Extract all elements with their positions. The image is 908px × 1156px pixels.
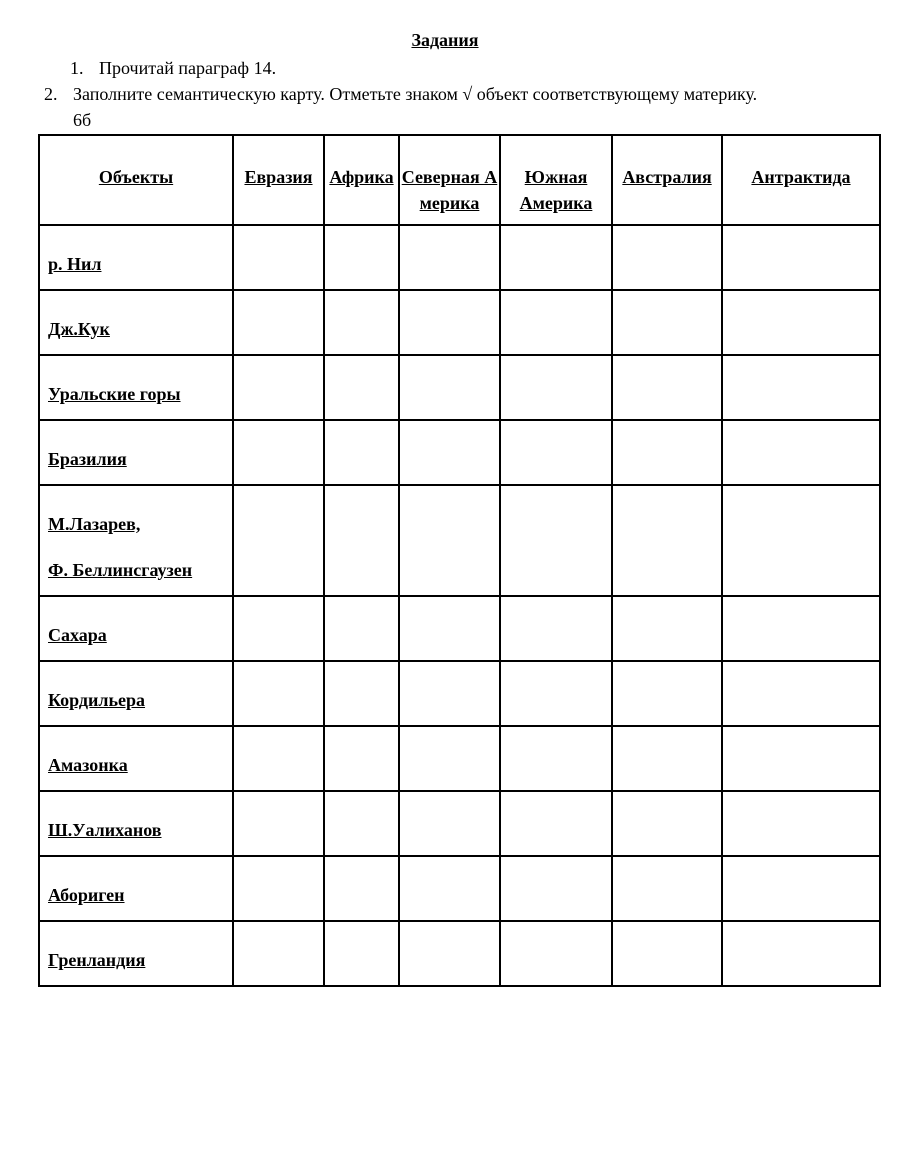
answer-cell[interactable] <box>324 596 399 661</box>
answer-cell[interactable] <box>722 856 880 921</box>
answer-cell[interactable] <box>612 485 722 596</box>
answer-cell[interactable] <box>500 791 612 856</box>
header-south-america: Южная Америка <box>500 135 612 225</box>
table-row <box>39 485 880 596</box>
answer-cell[interactable] <box>324 355 399 420</box>
answer-cell[interactable] <box>612 596 722 661</box>
table-row <box>39 856 880 921</box>
table-header-row <box>39 135 880 225</box>
answer-cell[interactable] <box>324 225 399 290</box>
answer-cell[interactable] <box>399 225 500 290</box>
table-row <box>39 290 880 355</box>
answer-cell[interactable] <box>612 290 722 355</box>
semantic-map-table <box>38 134 881 987</box>
answer-cell[interactable] <box>233 661 324 726</box>
answer-cell[interactable] <box>324 290 399 355</box>
answer-cell[interactable] <box>324 661 399 726</box>
task-1-number: 1. <box>70 58 84 78</box>
answer-cell[interactable] <box>324 420 399 485</box>
object-cell: Гренландия <box>39 921 233 986</box>
answer-cell[interactable] <box>500 290 612 355</box>
answer-cell[interactable] <box>324 726 399 791</box>
answer-cell[interactable] <box>612 791 722 856</box>
answer-cell[interactable] <box>612 420 722 485</box>
answer-cell[interactable] <box>722 420 880 485</box>
answer-cell[interactable] <box>500 661 612 726</box>
answer-cell[interactable] <box>399 661 500 726</box>
answer-cell[interactable] <box>233 726 324 791</box>
table-row <box>39 355 880 420</box>
answer-cell[interactable] <box>233 355 324 420</box>
answer-cell[interactable] <box>399 355 500 420</box>
answer-cell[interactable] <box>500 921 612 986</box>
answer-cell[interactable] <box>233 596 324 661</box>
table-row <box>39 791 880 856</box>
header-antarctica: Антрактида <box>722 135 880 225</box>
answer-cell[interactable] <box>399 420 500 485</box>
answer-cell[interactable] <box>500 355 612 420</box>
object-cell: Дж.Кук <box>39 290 233 355</box>
answer-cell[interactable] <box>324 791 399 856</box>
answer-cell[interactable] <box>399 726 500 791</box>
answer-cell[interactable] <box>233 856 324 921</box>
task-1-text: Прочитай параграф 14. <box>99 58 277 78</box>
object-cell: Ш.Уалиханов <box>39 791 233 856</box>
answer-cell[interactable] <box>324 921 399 986</box>
object-cell: Амазонка <box>39 726 233 791</box>
table-row <box>39 921 880 986</box>
task-2-points: 6б <box>73 110 92 130</box>
page-title: Задания <box>411 30 479 50</box>
answer-cell[interactable] <box>233 420 324 485</box>
answer-cell[interactable] <box>612 661 722 726</box>
answer-cell[interactable] <box>324 485 399 596</box>
header-eurasia: Евразия <box>233 135 324 225</box>
answer-cell[interactable] <box>500 726 612 791</box>
answer-cell[interactable] <box>233 921 324 986</box>
answer-cell[interactable] <box>722 661 880 726</box>
answer-cell[interactable] <box>612 856 722 921</box>
answer-cell[interactable] <box>500 225 612 290</box>
object-cell: Абориген <box>39 856 233 921</box>
answer-cell[interactable] <box>612 921 722 986</box>
object-cell: Сахара <box>39 596 233 661</box>
answer-cell[interactable] <box>399 791 500 856</box>
answer-cell[interactable] <box>233 485 324 596</box>
answer-cell[interactable] <box>722 485 880 596</box>
table-row <box>39 596 880 661</box>
answer-cell[interactable] <box>500 596 612 661</box>
answer-cell[interactable] <box>612 225 722 290</box>
answer-cell[interactable] <box>500 420 612 485</box>
answer-cell[interactable] <box>399 596 500 661</box>
answer-cell[interactable] <box>722 355 880 420</box>
object-cell: М.Лазарев, Ф. Беллинсгаузен <box>39 485 233 596</box>
answer-cell[interactable] <box>500 856 612 921</box>
task-2-number: 2. <box>44 84 58 104</box>
answer-cell[interactable] <box>399 485 500 596</box>
answer-cell[interactable] <box>399 921 500 986</box>
table-row <box>39 420 880 485</box>
answer-cell[interactable] <box>612 355 722 420</box>
answer-cell[interactable] <box>233 791 324 856</box>
header-africa: Африка <box>324 135 399 225</box>
object-cell: Уральские горы <box>39 355 233 420</box>
answer-cell[interactable] <box>612 726 722 791</box>
header-north-america: Северная Америка <box>399 135 500 225</box>
answer-cell[interactable] <box>722 596 880 661</box>
header-objects: Объекты <box>39 135 233 225</box>
answer-cell[interactable] <box>722 726 880 791</box>
answer-cell[interactable] <box>324 856 399 921</box>
task-1 <box>70 55 276 81</box>
table-row <box>39 661 880 726</box>
object-cell: р. Нил <box>39 225 233 290</box>
table-row <box>39 726 880 791</box>
answer-cell[interactable] <box>233 290 324 355</box>
answer-cell[interactable] <box>500 485 612 596</box>
answer-cell[interactable] <box>233 225 324 290</box>
object-cell: Кордильера <box>39 661 233 726</box>
object-cell: Бразилия <box>39 420 233 485</box>
answer-cell[interactable] <box>722 921 880 986</box>
answer-cell[interactable] <box>722 290 880 355</box>
answer-cell[interactable] <box>722 225 880 290</box>
table-row <box>39 225 880 290</box>
answer-cell[interactable] <box>399 290 500 355</box>
header-australia: Австралия <box>612 135 722 225</box>
answer-cell[interactable] <box>399 856 500 921</box>
task-2-text: Заполните семантическую карту. Отметьте знаком √ объект соответствующему материку. <box>73 84 758 104</box>
answer-cell[interactable] <box>722 791 880 856</box>
task-2 <box>44 81 884 133</box>
